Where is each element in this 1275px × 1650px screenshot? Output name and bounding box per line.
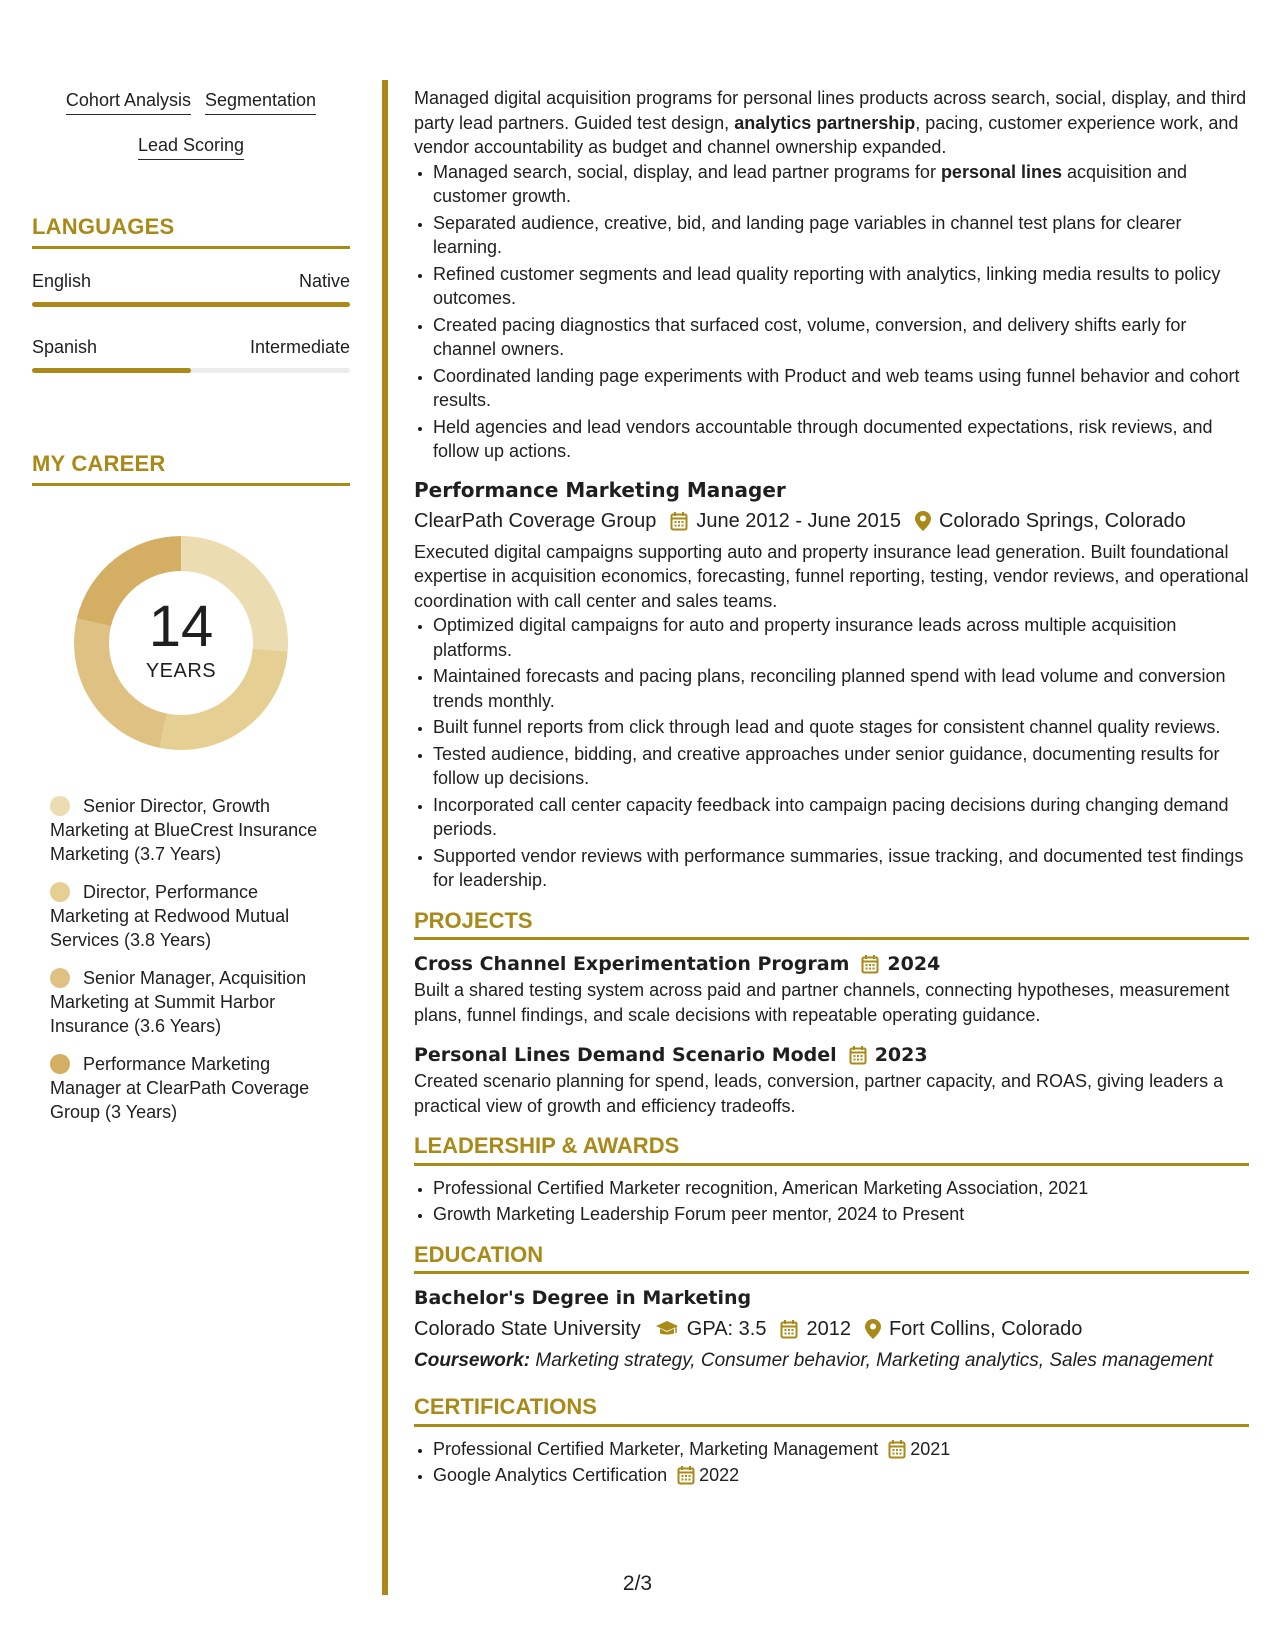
gpa: GPA: 3.5 [686,1318,767,1340]
job-meta [414,506,1249,536]
career-role-label: Performance Marketing Manager at ClearPath Coverage Group (3 Years) [50,1054,310,1122]
career-role-label: Senior Director, Growth Marketing at BlueCrest Insurance Marketing (3.7 Years) [50,796,318,864]
certification-year: 2021 [910,1438,951,1459]
language-proficiency-bar [32,368,350,373]
education-meta [414,1314,1249,1344]
leadership-item: • Professional Certified Marketer recognition, American Marketing Association, 2021 [433,1176,1249,1201]
language-proficiency-fill [32,302,350,307]
job-bullets [414,160,1249,464]
language-name: Spanish [32,337,98,357]
school-name: Colorado State University [414,1318,641,1340]
column-divider [382,80,388,1595]
bullet-text: Managed search, social, display, and lead partner programs for [433,161,941,182]
certification-year: 2022 [699,1465,740,1485]
coursework [414,1348,1249,1373]
bullet-text: acquisition and customer growth. [433,161,1188,206]
job-bullet: • Separated audience, creative, bid, and landing page variables in channel test plans for clearer learning. [433,211,1249,260]
job-bullet: • Built funnel reports from click through lead and quote stages for consistent channel quality reviews. [433,715,1249,740]
skill-tag: Lead Scoring [138,133,244,160]
job-location: Colorado Springs, Colorado [938,509,1186,532]
project-year: 2024 [887,953,941,975]
language-proficiency-fill [32,368,191,373]
map-pin-icon [865,1319,881,1339]
degree-title: Bachelor's Degree in Marketing [414,1287,752,1309]
career-role-label: Senior Manager, Acquisition Marketing at Summit Harbor Insurance (3.6 Years) [50,968,307,1036]
job-bullets [414,613,1249,893]
summary-text: , pacing, customer experience work, and vendor accountability as budget and channel ownership expanded. [414,112,1239,157]
graduation-cap-icon [655,1320,679,1338]
job-bullet: • Supported vendor reviews with performance summaries, issue tracking, and documented test findings for leadership. [433,844,1249,893]
job-bullet: • Held agencies and lead vendors accountable through documented expectations, risk reviews, and follow up actions. [433,415,1249,464]
job-bullet: • Optimized digital campaigns for auto and property insurance leads across multiple acquisition platforms. [433,613,1249,662]
project-year: 2023 [874,1044,928,1066]
skill-tag: Cohort Analysis [66,88,191,115]
job-bullet: • Created pacing diagnostics that surfaced cost, volume, conversion, and delivery shifts early for channel owners. [433,313,1249,362]
education-heading: EDUCATION [414,1243,1249,1275]
career-legend-item [50,794,330,866]
job-bullet: • Tested audience, bidding, and creative approaches under senior guidance, documenting results for follow up decisions. [433,742,1249,791]
project-item [414,1041,1249,1118]
calendar-icon [677,1465,695,1485]
legend-dot [50,1054,70,1074]
leadership-list [414,1176,1249,1227]
project-description: Created scenario planning for spend, leads, conversion, partner capacity, and ROAS, giving leaders a practical view of growth and efficiency tradeoffs. [414,1071,1224,1116]
job-bullet: • Incorporated call center capacity feedback into campaign pacing decisions during changing demand periods. [433,793,1249,842]
calendar-icon [888,1439,906,1459]
sidebar [32,82,350,1138]
career-legend [50,794,330,1124]
main-content [414,86,1249,1490]
job-bullet: • Maintained forecasts and pacing plans, reconciling planned spend with lead volume and conversion trends monthly. [433,664,1249,713]
leadership-item: • Growth Marketing Leadership Forum peer mentor, 2024 to Present [433,1202,1249,1227]
graduation-year: 2012 [806,1318,851,1340]
project-name: Personal Lines Demand Scenario Model [414,1044,837,1066]
map-pin-icon [915,511,931,531]
school-location: Fort Collins, Colorado [888,1318,1083,1340]
calendar-icon [861,954,879,974]
career-total-number: 14 [148,593,214,659]
job-summary [414,86,1249,160]
career-role-label: Director, Performance Marketing at Redwood Mutual Services (3.8 Years) [50,882,290,950]
career-legend-item [50,880,330,952]
legend-dot [50,968,70,988]
project-description: Built a shared testing system across paid and partner channels, connecting hypotheses, measurement plans, funnel findings, and scale decisions with repeatable operating guidance. [414,980,1230,1025]
language-name: English [32,271,92,291]
job-summary: Executed digital campaigns supporting auto and property insurance lead generation. Built foundational expertise in acquisition economics, forecasting, funnel reporting, testing, vendor reviews, and operational coordination with call center and sales teams. [414,541,1249,611]
languages-heading: LANGUAGES [32,214,350,249]
career-heading: MY CAREER [32,451,350,486]
job-dates: June 2012 - June 2015 [696,509,901,532]
language-proficiency-bar [32,302,350,307]
page-number: 2/3 [622,1572,653,1595]
coursework-label: Coursework: [414,1350,531,1371]
job-bullet: • Refined customer segments and lead quality reporting with analytics, linking media results to policy outcomes. [433,262,1249,311]
career-donut-chart [66,528,296,758]
projects-heading: PROJECTS [414,909,1249,941]
skill-tag: Segmentation [205,88,316,115]
certifications-heading: CERTIFICATIONS [414,1395,1249,1427]
language-level: Intermediate [249,337,350,357]
certification-name: • Google Analytics Certification [433,1465,668,1485]
company-name: ClearPath Coverage Group [414,509,657,532]
job-bullet [433,160,1249,209]
calendar-icon [780,1319,798,1339]
leadership-heading: LEADERSHIP & AWARDS [414,1134,1249,1166]
job-bullet: • Coordinated landing page experiments with Product and web teams using funnel behavior and cohort results. [433,364,1249,413]
coursework-list: Marketing strategy, Consumer behavior, Marketing analytics, Sales management [530,1350,1214,1371]
calendar-icon [849,1045,867,1065]
career-legend-item [50,966,330,1038]
legend-dot [50,796,70,816]
legend-dot [50,882,70,902]
language-item [32,271,350,307]
project-name: Cross Channel Experimentation Program [414,953,850,975]
language-item [32,337,350,373]
summary-bold-text: analytics partnership [734,112,916,133]
certification-item [433,1437,1249,1462]
certifications-list [414,1437,1249,1488]
career-total [66,528,296,758]
career-legend-item [50,1052,330,1124]
calendar-icon [670,511,688,531]
career-total-unit: YEARS [145,659,217,682]
language-level: Native [298,271,350,291]
certification-item [433,1463,1249,1488]
project-item [414,950,1249,1027]
bullet-bold-text: personal lines [940,161,1062,182]
skills-list [32,82,350,172]
summary-text: Managed digital acquisition programs for personal lines products across search, social, display, and third party lead partners. Guided test design, [414,88,1247,133]
certification-name: • Professional Certified Marketer, Marketing Management [433,1438,879,1459]
job-title: Performance Marketing Manager [414,477,786,502]
